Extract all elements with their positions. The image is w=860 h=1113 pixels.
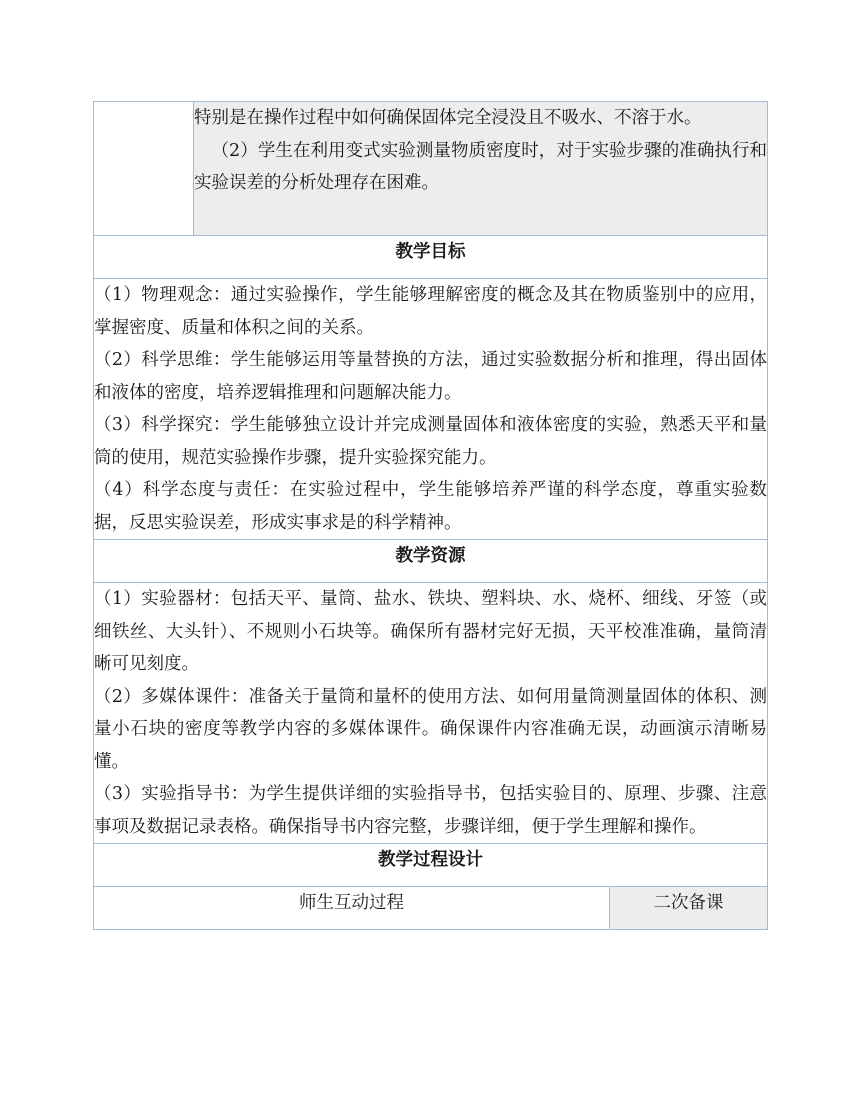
lesson-plan-table: [93, 101, 768, 930]
goal-item: （3）科学探究：学生能够独立设计并完成测量固体和液体密度的实验，熟悉天平和量筒的使用，规范实验操作步骤，提升实验探究能力。: [94, 415, 768, 468]
resources-heading-row: [94, 540, 768, 583]
process-heading-row: [94, 844, 768, 887]
process-columns-row: [94, 887, 768, 930]
interaction-column-header: 师生互动过程: [94, 887, 610, 930]
resources-heading: 教学资源: [94, 540, 768, 583]
resource-item: （1）实验器材：包括天平、量筒、盐水、铁块、塑料块、水、烧杯、细线、牙签（或细铁丝、大头针）、不规则小石块等。确保所有器材完好无损，天平校准准确，量筒清晰可见刻度。: [94, 589, 768, 674]
goal-item: （4）科学态度与责任：在实验过程中，学生能够培养严谨的科学态度，尊重实验数据，反思实验误差，形成实事求是的科学精神。: [94, 480, 768, 533]
difficulty-paragraph: 特别是在操作过程中如何确保固体完全浸没且不吸水、不溶于水。: [194, 108, 702, 128]
goal-item: （1）物理观念：通过实验操作，学生能够理解密度的概念及其在物质鉴别中的应用，掌握密度、质量和体积之间的关系。: [94, 285, 768, 338]
goals-content-row: [94, 279, 768, 540]
resource-item: （2）多媒体课件：准备关于量筒和量杯的使用方法、如何用量筒测量固体的体积、测量小石块的密度等教学内容的多媒体课件。确保课件内容准确无误，动画演示清晰易懂。: [94, 686, 768, 772]
goals-heading-row: [94, 236, 768, 279]
difficulty-paragraph: （2）学生在利用变式实验测量物质密度时，对于实验步骤的准确执行和实验误差的分析处理存在困难。: [194, 140, 768, 193]
second-prep-column-header: 二次备课: [610, 887, 768, 930]
resources-content-row: [94, 583, 768, 844]
goals-content-cell: [94, 279, 768, 540]
difficulty-content-cell: [194, 102, 768, 236]
resource-item: （3）实验指导书：为学生提供详细的实验指导书，包括实验目的、原理、步骤、注意事项及数据记录表格。确保指导书内容完整，步骤详细，便于学生理解和操作。: [94, 784, 768, 837]
goals-heading: 教学目标: [94, 236, 768, 279]
difficulty-row: [94, 102, 768, 236]
goal-item: （2）科学思维：学生能够运用等量替换的方法，通过实验数据分析和推理，得出固体和液体的密度，培养逻辑推理和问题解决能力。: [94, 350, 768, 403]
difficulty-label-cell: [94, 102, 194, 236]
resources-content-cell: [94, 583, 768, 844]
process-heading: 教学过程设计: [94, 844, 768, 887]
